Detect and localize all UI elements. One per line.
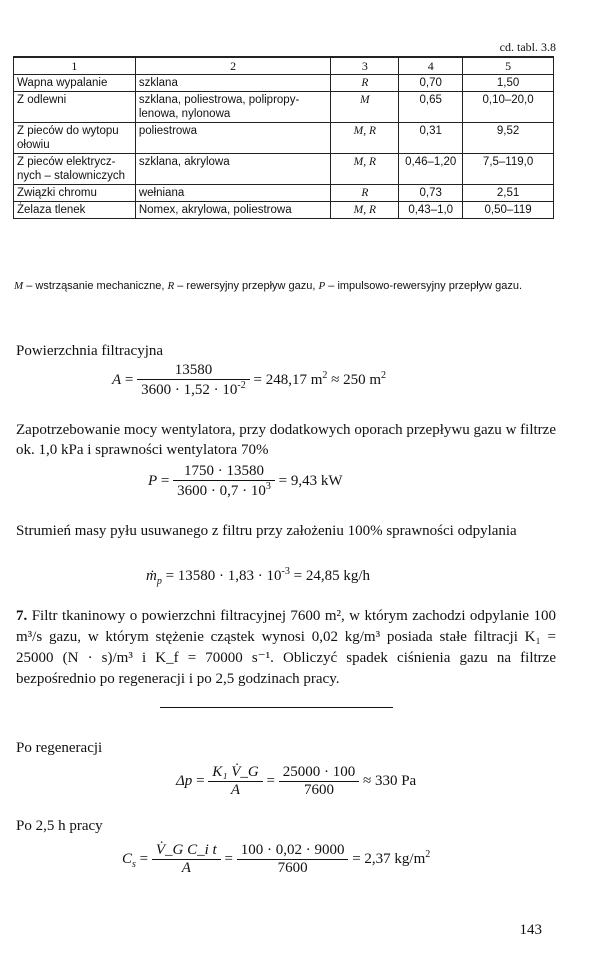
numerator: V̇_G C_i t — [152, 842, 221, 860]
fraction — [152, 842, 221, 877]
table-cell: szklana, poliestrowa, polipropy-lenowa, nylonowa — [135, 92, 331, 123]
problem-7 — [16, 606, 556, 690]
table-cell: Związki chromu — [14, 185, 136, 202]
subscript: s — [132, 858, 136, 870]
den-text: 3600 · 1,52 · 10 — [141, 382, 238, 398]
table-cell: wełniana — [135, 185, 331, 202]
table-cell: Z odlewni — [14, 92, 136, 123]
eq-result: = 2,37 kg/m — [352, 850, 426, 867]
eq-lhs: A — [112, 371, 122, 388]
table-cell: 2,51 — [463, 185, 554, 202]
exponent: 2 — [381, 369, 387, 381]
table-cell: Z pieców do wytopu ołowiu — [14, 123, 136, 154]
table-cell: 0,31 — [399, 123, 463, 154]
paragraph-power: Zapotrzebowanie mocy wentylatora, przy dodatkowych oporach przepływu gazu w filtrze ok. 1,0 kPa i sprawności wentylatora 70% — [16, 422, 556, 458]
table-continuation-label: cd. tabl. 3.8 — [499, 40, 556, 54]
eq-result: = 9,43 kW — [278, 472, 343, 489]
table-cell: 0,46–1,20 — [399, 154, 463, 185]
section-heading: Powierzchnia filtracyjna — [16, 343, 164, 359]
exponent: -2 — [237, 380, 246, 391]
denominator — [173, 481, 275, 500]
label-after-regeneration: Po regeneracji — [16, 740, 103, 756]
subscript: p — [156, 576, 162, 587]
page-number: 143 — [519, 922, 542, 938]
table-cell: 9,52 — [463, 123, 554, 154]
table-footnote — [14, 279, 559, 293]
problem-text: Filtr tkaninowy o powierzchni filtracyjnej 7600 m², w którym zachodzi odpylanie 100 m³/s gazu, w którym stężenie cząstek wynosi 0,02 kg/m³ posiada stałe filtracji K₁ = 25000 (N · s)/m³ i K_f = 70000 s⁻¹. Obliczyć spadek ciśnienia gazu na filtrze bezpośrednio po regeneracji i po 2,5 godzinach pracy. — [16, 608, 556, 687]
table-row — [14, 185, 554, 202]
table-cell: Wapna wypalanie — [14, 75, 136, 92]
table-row — [14, 75, 554, 92]
table-cell: Nomex, akrylowa, poliestrowa — [135, 202, 331, 219]
numerator: 100 · 0,02 · 9000 — [237, 842, 349, 860]
table-cell: M — [331, 92, 399, 123]
fraction — [237, 842, 349, 877]
table-cell: 0,65 — [399, 92, 463, 123]
eq-lhs: Δp — [176, 772, 193, 789]
denominator — [137, 380, 250, 399]
table-cell: 7,5–119,0 — [463, 154, 554, 185]
exponent: 3 — [265, 481, 271, 492]
denominator: A — [181, 860, 191, 876]
numerator: 25000 · 100 — [279, 764, 360, 782]
table-cell: 0,50–119 — [463, 202, 554, 219]
table-cell: R — [331, 185, 399, 202]
table-cell: poliestrowa — [135, 123, 331, 154]
equation-dust — [146, 566, 370, 587]
filter-table — [13, 56, 554, 219]
table-row — [14, 154, 554, 185]
table-header-cell: 3 — [331, 57, 399, 75]
eq-rhs-tail: = 24,85 kg/h — [289, 568, 371, 584]
footnote-text: – rewersyjny przepływ gazu, — [174, 280, 319, 292]
eq-result: = 248,17 m — [253, 371, 323, 388]
footnote-symbol: P — [318, 280, 326, 292]
table-row — [14, 123, 554, 154]
table-cell: szklana — [135, 75, 331, 92]
footnote-text: – impulsowo-rewersyjny przepływ gazu. — [325, 280, 523, 292]
fraction — [173, 463, 275, 500]
numerator: 13580 — [137, 362, 250, 380]
table-cell: M, R — [331, 123, 399, 154]
table-cell: 0,73 — [399, 185, 463, 202]
numerator: K₁ V̇_G — [208, 764, 262, 782]
table-header-cell: 2 — [135, 57, 331, 75]
exponent: 2 — [425, 848, 431, 860]
paragraph-dust: Strumień masy pyłu usuwanego z filtru przy założeniu 100% sprawności odpylania — [16, 523, 517, 539]
equation-concentration: $C_s$ = $\frac{\text{V̇\_G C\_i t}}{A}$ = $\frac{100 \cdot 0,02 \cdot 9000}{7600}$ = 2,37 $kg/m^2$ — [122, 842, 431, 876]
eq-lhs: C — [122, 850, 133, 867]
exponent: -3 — [281, 566, 290, 577]
table-cell: R — [331, 75, 399, 92]
table-cell: 0,10–20,0 — [463, 92, 554, 123]
den-text: 3600 · 0,7 · 10 — [177, 483, 266, 499]
table-row — [14, 92, 554, 123]
eq-rhs: = 13580 · 1,83 · 10 — [165, 568, 282, 584]
table-header-cell: 5 — [463, 57, 554, 75]
table-cell: M, R — [331, 154, 399, 185]
table-cell: M, R — [331, 202, 399, 219]
table-cell: Z pieców elektrycz-nych – stalowniczych — [14, 154, 136, 185]
equation-pressure-drop: Δp = $\frac{\text{K₁ V̇\_G}}{A}$ = $\frac{25000 \cdot 100}{7600}$ ≈ 330 Pa — [176, 764, 417, 798]
eq-result: ≈ 330 Pa — [362, 772, 417, 789]
table-header-cell: 4 — [399, 57, 463, 75]
fraction — [137, 362, 250, 399]
table-cell: szklana, akrylowa — [135, 154, 331, 185]
table-cell: 0,70 — [399, 75, 463, 92]
denominator: 7600 — [303, 782, 334, 798]
footnote-symbol: R — [167, 280, 175, 292]
denominator: A — [230, 782, 241, 798]
equation-power: P = $\frac{1750 \cdot 13580}{3600 \cdot 0,7 \cdot 10^3}$ = 9,43 kW — [148, 463, 343, 499]
table-cell: 0,43–1,0 — [399, 202, 463, 219]
table-row — [14, 202, 554, 219]
fraction — [279, 764, 360, 799]
eq-lhs: P — [148, 472, 158, 489]
table-cell: 1,50 — [463, 75, 554, 92]
exponent: 2 — [322, 369, 328, 381]
problem-number: 7. — [16, 608, 28, 624]
denominator: 7600 — [277, 860, 308, 876]
table-header-row — [14, 57, 554, 75]
eq-approx: ≈ 250 m — [331, 371, 382, 388]
eq-lhs: ṁ — [146, 568, 157, 584]
section-divider — [160, 707, 393, 708]
footnote-text: – wstrząsanie mechaniczne, — [23, 280, 168, 292]
footnote-symbol: M — [14, 280, 24, 292]
label-after-2-5h: Po 2,5 h pracy — [16, 818, 103, 834]
table-header-cell: 1 — [14, 57, 136, 75]
fraction — [208, 764, 262, 799]
numerator: 1750 · 13580 — [173, 463, 275, 481]
table-cell: Żelaza tlenek — [14, 202, 136, 219]
equation-area: A = $\frac{13580}{3600 \cdot 1,52 \cdot 10^{-2}}$ = 248,17 $m^2 \approx 250$ $m^2$ — [112, 362, 387, 398]
